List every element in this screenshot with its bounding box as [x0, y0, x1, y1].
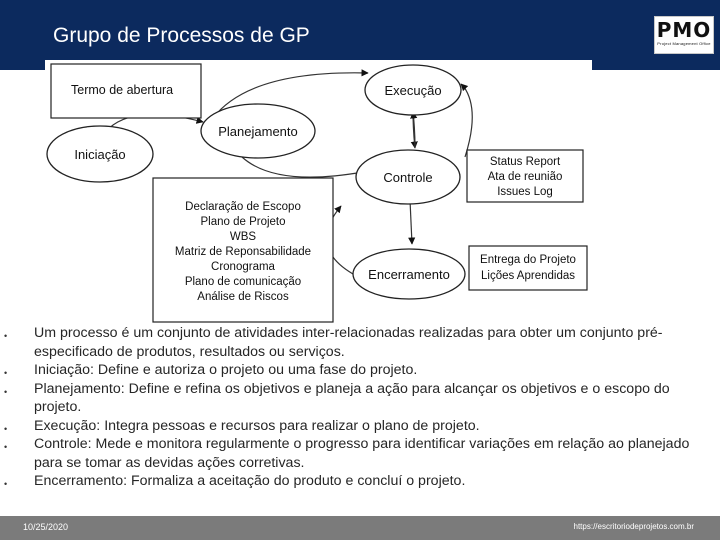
list-item [0, 435, 720, 472]
bullet-icon: • [4, 423, 8, 434]
list-item [0, 361, 720, 380]
list-item [0, 472, 720, 491]
logo-subtext: Project Management Office [657, 41, 711, 46]
bullet-list [0, 324, 720, 491]
process-diagram [45, 60, 592, 326]
planning-output-item: WBS [229, 231, 257, 243]
control-output-item: Ata de reunião [487, 171, 563, 183]
bullet-icon: • [4, 479, 8, 489]
planning-output-item: Plano de Projeto [200, 216, 286, 228]
control-output-item: Status Report [489, 156, 561, 168]
bullet-icon: • [4, 368, 8, 378]
list-item [0, 380, 720, 417]
planejamento-label: Planejamento [218, 124, 298, 139]
iniciacao-label: Iniciação [74, 147, 126, 162]
page-title: Grupo de Processos de GP [53, 24, 310, 47]
footer-bar [0, 516, 720, 540]
closing-output-item: Lições Aprendidas [481, 270, 575, 282]
controle-label: Controle [383, 170, 433, 185]
planning-output-item: Matriz de Reponsabilidade [174, 246, 312, 258]
planning-output-item: Declaração de Escopo [185, 201, 301, 213]
bullet-text: Planejamento: Define e refina os objetivos e planeja a ação para alcançar os objetivos e o escopo do projeto. [34, 380, 670, 415]
planning-output-item: Cronograma [211, 261, 275, 273]
encerramento-label: Encerramento [368, 267, 450, 282]
control-output-item: Issues Log [497, 186, 553, 198]
bullet-text: Iniciação: Define e autoriza o projeto ou uma fase do projeto. [34, 362, 418, 378]
pmo-logo [654, 16, 714, 54]
list-item [0, 324, 720, 361]
closing-output-item: Entrega do Projeto [480, 254, 576, 266]
logo-text: PMO [656, 18, 712, 42]
control-outputs-list [488, 156, 563, 198]
termo-abertura-label: Termo de abertura [71, 83, 174, 97]
bullet-text: Execução: Integra pessoas e recursos para realizar o plano de projeto. [34, 417, 480, 434]
footer-date: 10/25/2020 [23, 522, 69, 532]
planning-output-item: Análise de Riscos [197, 291, 289, 303]
bullet-icon: • [4, 331, 8, 341]
bullet-text: Encerramento: Formaliza a aceitação do produto e concluí o projeto. [34, 473, 466, 489]
bullet-icon: • [4, 442, 8, 452]
bullet-text: Um processo é um conjunto de atividades inter-relacionadas realizadas para obter um conjunto pré-especificado de produtos, resultados ou serviços. [34, 325, 663, 360]
planning-output-item: Plano de comunicação [184, 276, 302, 288]
footer-url[interactable]: https://escritoriodeprojetos.com.br [573, 522, 694, 531]
execucao-label: Execução [384, 83, 442, 98]
bullet-icon: • [4, 386, 8, 397]
bullet-text: Controle: Mede e monitora regularmente o progresso para identificar variações em relação ao planejado para se tomar as devidas ações corretivas. [34, 436, 690, 471]
list-item [0, 417, 720, 436]
closing-outputs-box [469, 246, 587, 290]
